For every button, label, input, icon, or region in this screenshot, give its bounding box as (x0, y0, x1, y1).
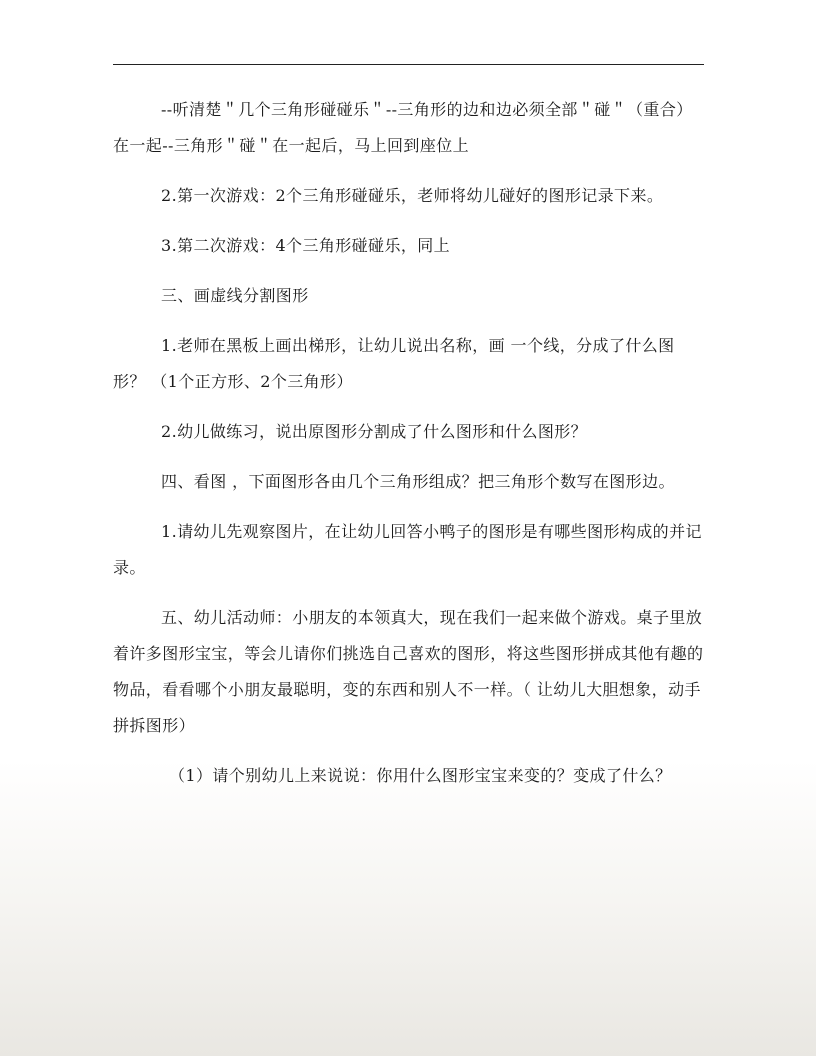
paragraph-share: （1）请个别幼儿上来说说：你用什么图形宝宝来变的？变成了什么？ (169, 766, 672, 785)
document-body (113, 92, 705, 808)
section-heading-four: 四、看图 ，下面图形各由几个三角形组成？把三角形个数写在图形边。 (161, 472, 675, 491)
paragraph-practice: 2.幼儿做练习，说出原图形分割成了什么图形和什么图形？ (161, 422, 588, 441)
paragraph-observe: 1.请幼儿先观察图片，在让幼儿回答小鸭子的图形是有哪些图形构成的并记录。 (113, 522, 702, 577)
paragraph-first-game: 2.第一次游戏：2个三角形碰碰乐，老师将幼儿碰好的图形记录下来。 (161, 186, 664, 205)
paragraph-second-game: 3.第二次游戏：4个三角形碰碰乐，同上 (161, 236, 451, 255)
paragraph-rules: --听清楚＂几个三角形碰碰乐＂--三角形的边和边必须全部＂碰＂（重合）在一起--三角形＂碰＂在一起后，马上回到座位上 (113, 100, 693, 155)
section-heading-five: 五、幼儿活动师：小朋友的本领真大，现在我们一起来做个游戏。桌子里放着许多图形宝宝，等会儿请你们挑选自己喜欢的图形，将这些图形拼成其他有趣的物品，看看哪个小朋友最聪明，变的东西和别人不一样。（ 让幼儿大胆想象，动手拼拆图形） (113, 608, 704, 735)
paragraph-trapezoid: 1.老师在黑板上画出梯形，让幼儿说出名称，画 一个线，分成了什么图形？ （1个正方形、2个三角形） (113, 336, 675, 391)
header-rule (113, 64, 704, 65)
section-heading-three: 三、画虚线分割图形 (161, 286, 309, 305)
